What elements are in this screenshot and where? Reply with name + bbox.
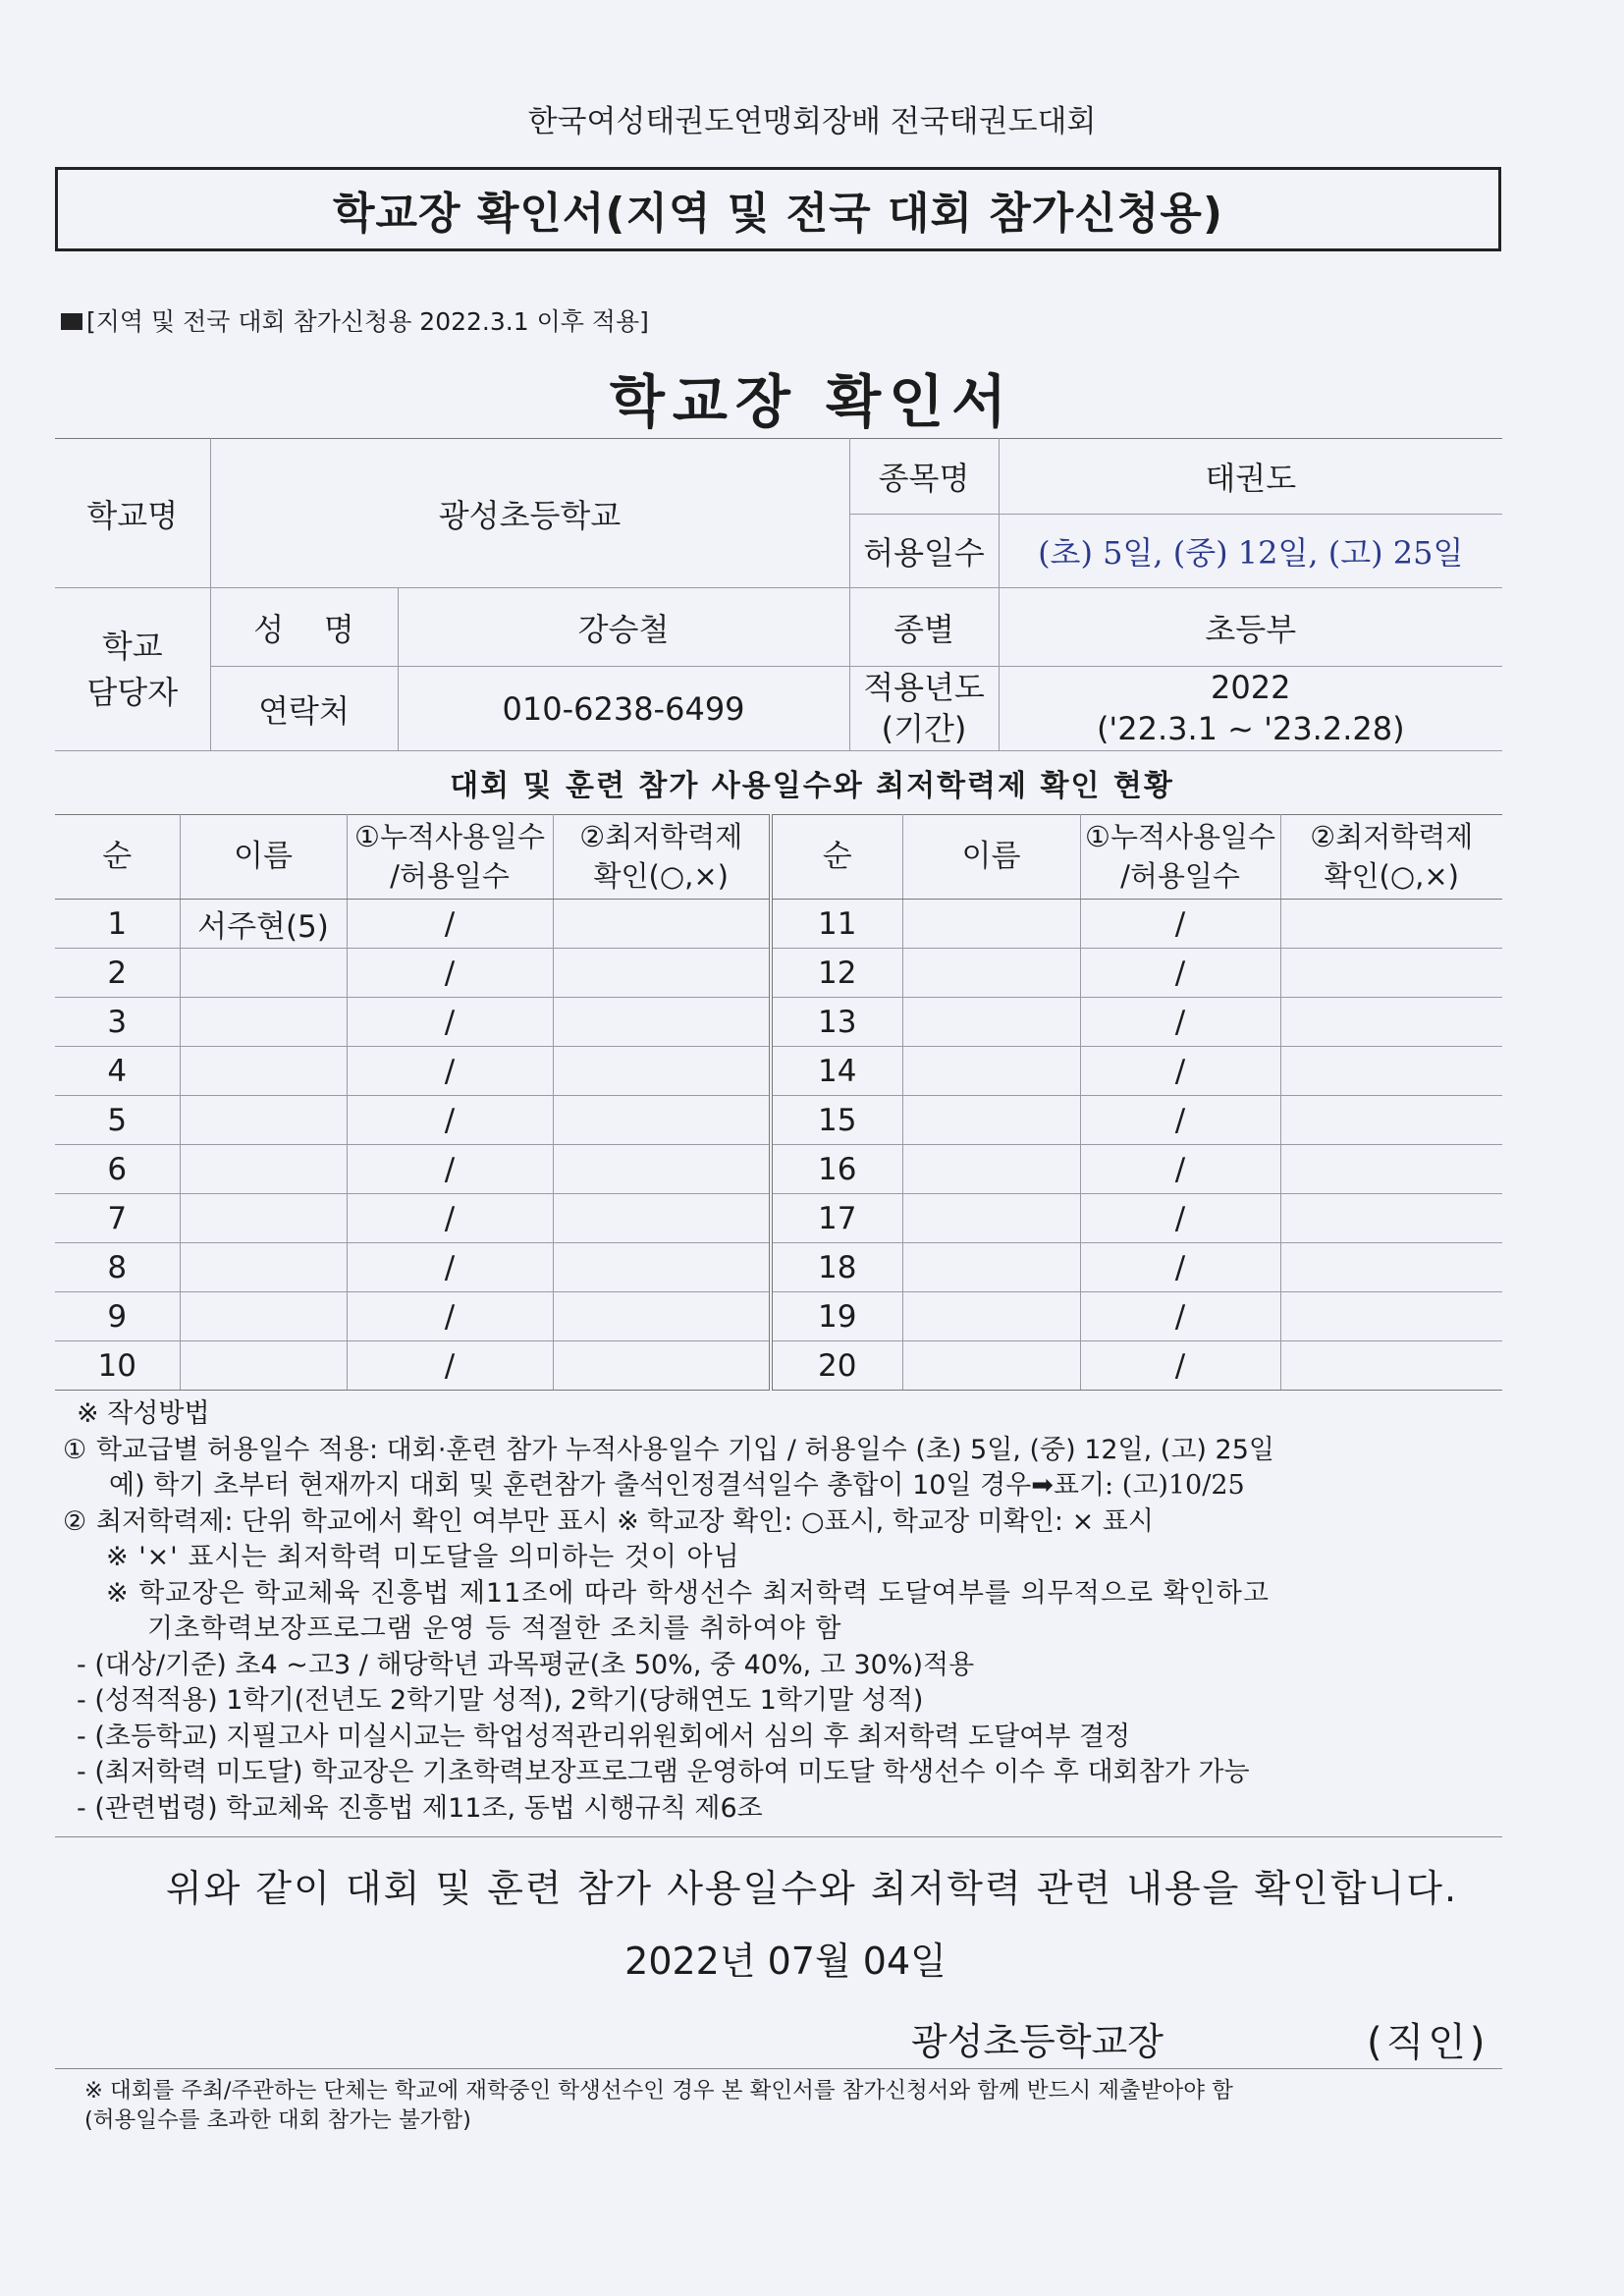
row-number: 8 bbox=[55, 1243, 180, 1292]
min-achievement-check bbox=[1280, 949, 1502, 998]
days-used: / bbox=[347, 1243, 553, 1292]
min-achievement-check bbox=[553, 1047, 771, 1096]
instructions-heading: ※ 작성방법 bbox=[77, 1398, 210, 1429]
min-achievement-check bbox=[553, 1341, 771, 1391]
row-number: 11 bbox=[771, 900, 902, 949]
student-name bbox=[902, 1194, 1080, 1243]
divider bbox=[55, 2068, 1502, 2069]
instruction-item-1-example bbox=[63, 1468, 1506, 1504]
min-achievement-check bbox=[1280, 1145, 1502, 1194]
min-achievement-check bbox=[553, 1145, 771, 1194]
min-achievement-check bbox=[1280, 998, 1502, 1047]
min-achievement-check bbox=[1280, 1194, 1502, 1243]
min-achievement-check bbox=[1280, 1292, 1502, 1341]
row-number: 19 bbox=[771, 1292, 902, 1341]
student-name bbox=[902, 1292, 1080, 1341]
row-number: 17 bbox=[771, 1194, 902, 1243]
student-name bbox=[180, 1292, 347, 1341]
student-name bbox=[902, 998, 1080, 1047]
row-number: 5 bbox=[55, 1096, 180, 1145]
days-used: / bbox=[347, 1047, 553, 1096]
header-days: ①누적사용일수 /허용일수 bbox=[347, 815, 553, 900]
form-title bbox=[55, 167, 1501, 251]
item-1-text: 학교급별 허용일수 적용: 대회·훈련 참가 누적사용일수 기입 / 허용일수 (초) 5일, (중) 12일, (고) 25일 bbox=[96, 1434, 1274, 1465]
document-heading: 학교장 확인서 bbox=[609, 368, 1015, 435]
row-number: 18 bbox=[771, 1243, 902, 1292]
min-achievement-check bbox=[553, 1096, 771, 1145]
name-value: 강승철 bbox=[398, 588, 849, 667]
days-used: / bbox=[1080, 1341, 1280, 1391]
row-number: 20 bbox=[771, 1341, 902, 1391]
student-name bbox=[902, 1341, 1080, 1391]
days-used: / bbox=[1080, 1096, 1280, 1145]
status-header-row bbox=[55, 815, 1502, 900]
days-used: / bbox=[347, 1341, 553, 1391]
row-number: 16 bbox=[771, 1145, 902, 1194]
item-1-example-text: 예) 학기 초부터 현재까지 대회 및 훈련참가 출석인정결석일수 총합이 10일 경우 bbox=[109, 1470, 1032, 1501]
table-row bbox=[55, 949, 1502, 998]
min-achievement-check bbox=[553, 1292, 771, 1341]
days-used: / bbox=[347, 1096, 553, 1145]
name-label: 성 명 bbox=[210, 588, 398, 667]
item-1-mark-example: 표기: (고)10/25 bbox=[1053, 1470, 1245, 1501]
confirmation-statement: 위와 같이 대회 및 훈련 참가 사용일수와 최저학력 관련 내용을 확인합니다. bbox=[165, 1867, 1459, 1910]
table-row bbox=[55, 1047, 1502, 1096]
school-info-table bbox=[55, 438, 1502, 751]
student-name bbox=[902, 900, 1080, 949]
min-achievement-check bbox=[553, 998, 771, 1047]
student-name bbox=[180, 949, 347, 998]
official-seal-placeholder: (직인) bbox=[1367, 2020, 1489, 2065]
item-2-number: ② bbox=[63, 1505, 87, 1537]
days-used: / bbox=[347, 998, 553, 1047]
days-used: / bbox=[1080, 1194, 1280, 1243]
form-note-text: [지역 및 전국 대회 참가신청용 2022.3.1 이후 적용] bbox=[86, 307, 649, 336]
school-label: 학교명 bbox=[55, 439, 210, 588]
days-used: / bbox=[1080, 1292, 1280, 1341]
instruction-item-1 bbox=[63, 1433, 1506, 1469]
row-number: 13 bbox=[771, 998, 902, 1047]
allowed-days-label: 허용일수 bbox=[849, 515, 999, 588]
row-number: 7 bbox=[55, 1194, 180, 1243]
manager-label: 학교 담당자 bbox=[55, 588, 210, 751]
student-name bbox=[180, 1194, 347, 1243]
year-label: 적용년도 (기간) bbox=[849, 667, 999, 751]
min-achievement-check bbox=[553, 949, 771, 998]
days-used: / bbox=[1080, 1145, 1280, 1194]
student-name bbox=[180, 1145, 347, 1194]
days-used: / bbox=[1080, 1047, 1280, 1096]
note-2-continued: 기초학력보장프로그램 운영 등 적절한 조치를 취하여야 함 bbox=[147, 1613, 842, 1644]
row-number: 1 bbox=[55, 900, 180, 949]
table-row bbox=[55, 1096, 1502, 1145]
division-label: 종별 bbox=[849, 588, 999, 667]
item-1-number: ① bbox=[63, 1434, 87, 1465]
year-period-cell bbox=[999, 667, 1502, 751]
header-name: 이름 bbox=[180, 815, 347, 900]
bullet-elementary: - (초등학교) 지필고사 미실시교는 학업성적관리위원회에서 심의 후 최저학력 도달여부 결정 bbox=[77, 1721, 1131, 1752]
row-number: 2 bbox=[55, 949, 180, 998]
instructions bbox=[63, 1396, 1506, 1827]
principal-title: 광성초등학교장 bbox=[911, 2020, 1164, 2063]
status-rows bbox=[55, 900, 1502, 1391]
student-name bbox=[180, 998, 347, 1047]
period-value: ('22.3.1 ~ '23.2.28) bbox=[1096, 709, 1405, 747]
table-row bbox=[55, 998, 1502, 1047]
min-achievement-check bbox=[553, 1194, 771, 1243]
days-used: / bbox=[347, 949, 553, 998]
row-number: 6 bbox=[55, 1145, 180, 1194]
min-achievement-check bbox=[1280, 900, 1502, 949]
row-number: 12 bbox=[771, 949, 902, 998]
days-used: / bbox=[347, 900, 553, 949]
min-achievement-check bbox=[1280, 1341, 1502, 1391]
table-row bbox=[55, 1243, 1502, 1292]
student-name bbox=[180, 1047, 347, 1096]
note-2: ※ 학교장은 학교체육 진흥법 제11조에 따라 학생선수 최저학력 도달여부를 의무적으로 확인하고 bbox=[106, 1577, 1270, 1609]
bullet-law: - (관련법령) 학교체육 진흥법 제11조, 동법 시행규칙 제6조 bbox=[77, 1792, 763, 1824]
table-row bbox=[55, 1292, 1502, 1341]
min-achievement-check bbox=[553, 900, 771, 949]
row-number: 4 bbox=[55, 1047, 180, 1096]
note-1: ※ '×' 표시는 최저학력 미도달을 의미하는 것이 아님 bbox=[106, 1542, 740, 1572]
student-name bbox=[180, 1243, 347, 1292]
event-title: 한국여성태권도연맹회장배 전국태권도대회 bbox=[527, 104, 1097, 139]
header-check-2: ②최저학력제 확인(○,×) bbox=[1280, 815, 1502, 900]
item-2-text: 최저학력제: 단위 학교에서 확인 여부만 표시 ※ 학교장 확인: ○표시, 학교장 미확인: × 표시 bbox=[96, 1505, 1154, 1537]
contact-value: 010-6238-6499 bbox=[398, 667, 849, 751]
footnote: ※ 대회를 주최/주관하는 단체는 학교에 재학중인 학생선수인 경우 본 확인서를 참가신청서와 함께 반드시 제출받아야 함 (허용일수를 초과한 대회 참가는 불가함) bbox=[84, 2078, 1233, 2133]
section-title: 대회 및 훈련 참가 사용일수와 최저학력제 확인 현황 bbox=[450, 769, 1174, 803]
right-arrow-icon: ➡ bbox=[1031, 1470, 1054, 1501]
sport-value: 태권도 bbox=[999, 439, 1502, 515]
square-bullet-icon bbox=[61, 313, 82, 330]
days-used: / bbox=[1080, 900, 1280, 949]
contact-label: 연락처 bbox=[210, 667, 398, 751]
student-name bbox=[180, 1096, 347, 1145]
header-name-2: 이름 bbox=[902, 815, 1080, 900]
division-value: 초등부 bbox=[999, 588, 1502, 667]
row-number: 10 bbox=[55, 1341, 180, 1391]
header-no: 순 bbox=[55, 815, 180, 900]
header-check: ②최저학력제 확인(○,×) bbox=[553, 815, 771, 900]
form-note bbox=[61, 302, 649, 338]
year-value: 2022 bbox=[1211, 668, 1291, 706]
days-used: / bbox=[347, 1145, 553, 1194]
header-days-2: ①누적사용일수 /허용일수 bbox=[1080, 815, 1280, 900]
header-no-2: 순 bbox=[771, 815, 902, 900]
table-row bbox=[55, 1145, 1502, 1194]
student-name bbox=[902, 1047, 1080, 1096]
days-used: / bbox=[1080, 949, 1280, 998]
issue-date: 2022년 07월 04일 bbox=[624, 1940, 947, 1983]
bullet-not-reached: - (최저학력 미도달) 학교장은 기초학력보장프로그램 운영하여 미도달 학생선수 이수 후 대회참가 가능 bbox=[77, 1757, 1250, 1787]
instruction-item-2 bbox=[63, 1504, 1506, 1541]
status-table bbox=[55, 814, 1502, 1391]
table-row bbox=[55, 1194, 1502, 1243]
form-title-text: 학교장 확인서(지역 및 전국 대회 참가신청용) bbox=[333, 189, 1223, 239]
allowed-days-value: (초) 5일, (중) 12일, (고) 25일 bbox=[999, 515, 1502, 588]
row-number: 9 bbox=[55, 1292, 180, 1341]
min-achievement-check bbox=[1280, 1096, 1502, 1145]
divider bbox=[55, 1836, 1502, 1837]
sport-label: 종목명 bbox=[849, 439, 999, 515]
min-achievement-check bbox=[1280, 1243, 1502, 1292]
row-number: 14 bbox=[771, 1047, 902, 1096]
row-number: 15 bbox=[771, 1096, 902, 1145]
table-row bbox=[55, 1341, 1502, 1391]
bullet-target: - (대상/기준) 초4 ~고3 / 해당학년 과목평균(초 50%, 중 40%, 고 30%)적용 bbox=[77, 1649, 975, 1680]
school-value: 광성초등학교 bbox=[210, 439, 849, 588]
student-name bbox=[902, 949, 1080, 998]
days-used: / bbox=[347, 1194, 553, 1243]
student-name: 서주현(5) bbox=[180, 900, 347, 949]
bullet-grades: - (성적적용) 1학기(전년도 2학기말 성적), 2학기(당해연도 1학기말 성적) bbox=[77, 1685, 924, 1716]
min-achievement-check bbox=[553, 1243, 771, 1292]
days-used: / bbox=[347, 1292, 553, 1341]
row-number: 3 bbox=[55, 998, 180, 1047]
student-name bbox=[902, 1096, 1080, 1145]
student-name bbox=[180, 1341, 347, 1391]
days-used: / bbox=[1080, 1243, 1280, 1292]
student-name bbox=[902, 1145, 1080, 1194]
days-used: / bbox=[1080, 998, 1280, 1047]
table-row bbox=[55, 900, 1502, 949]
student-name bbox=[902, 1243, 1080, 1292]
min-achievement-check bbox=[1280, 1047, 1502, 1096]
